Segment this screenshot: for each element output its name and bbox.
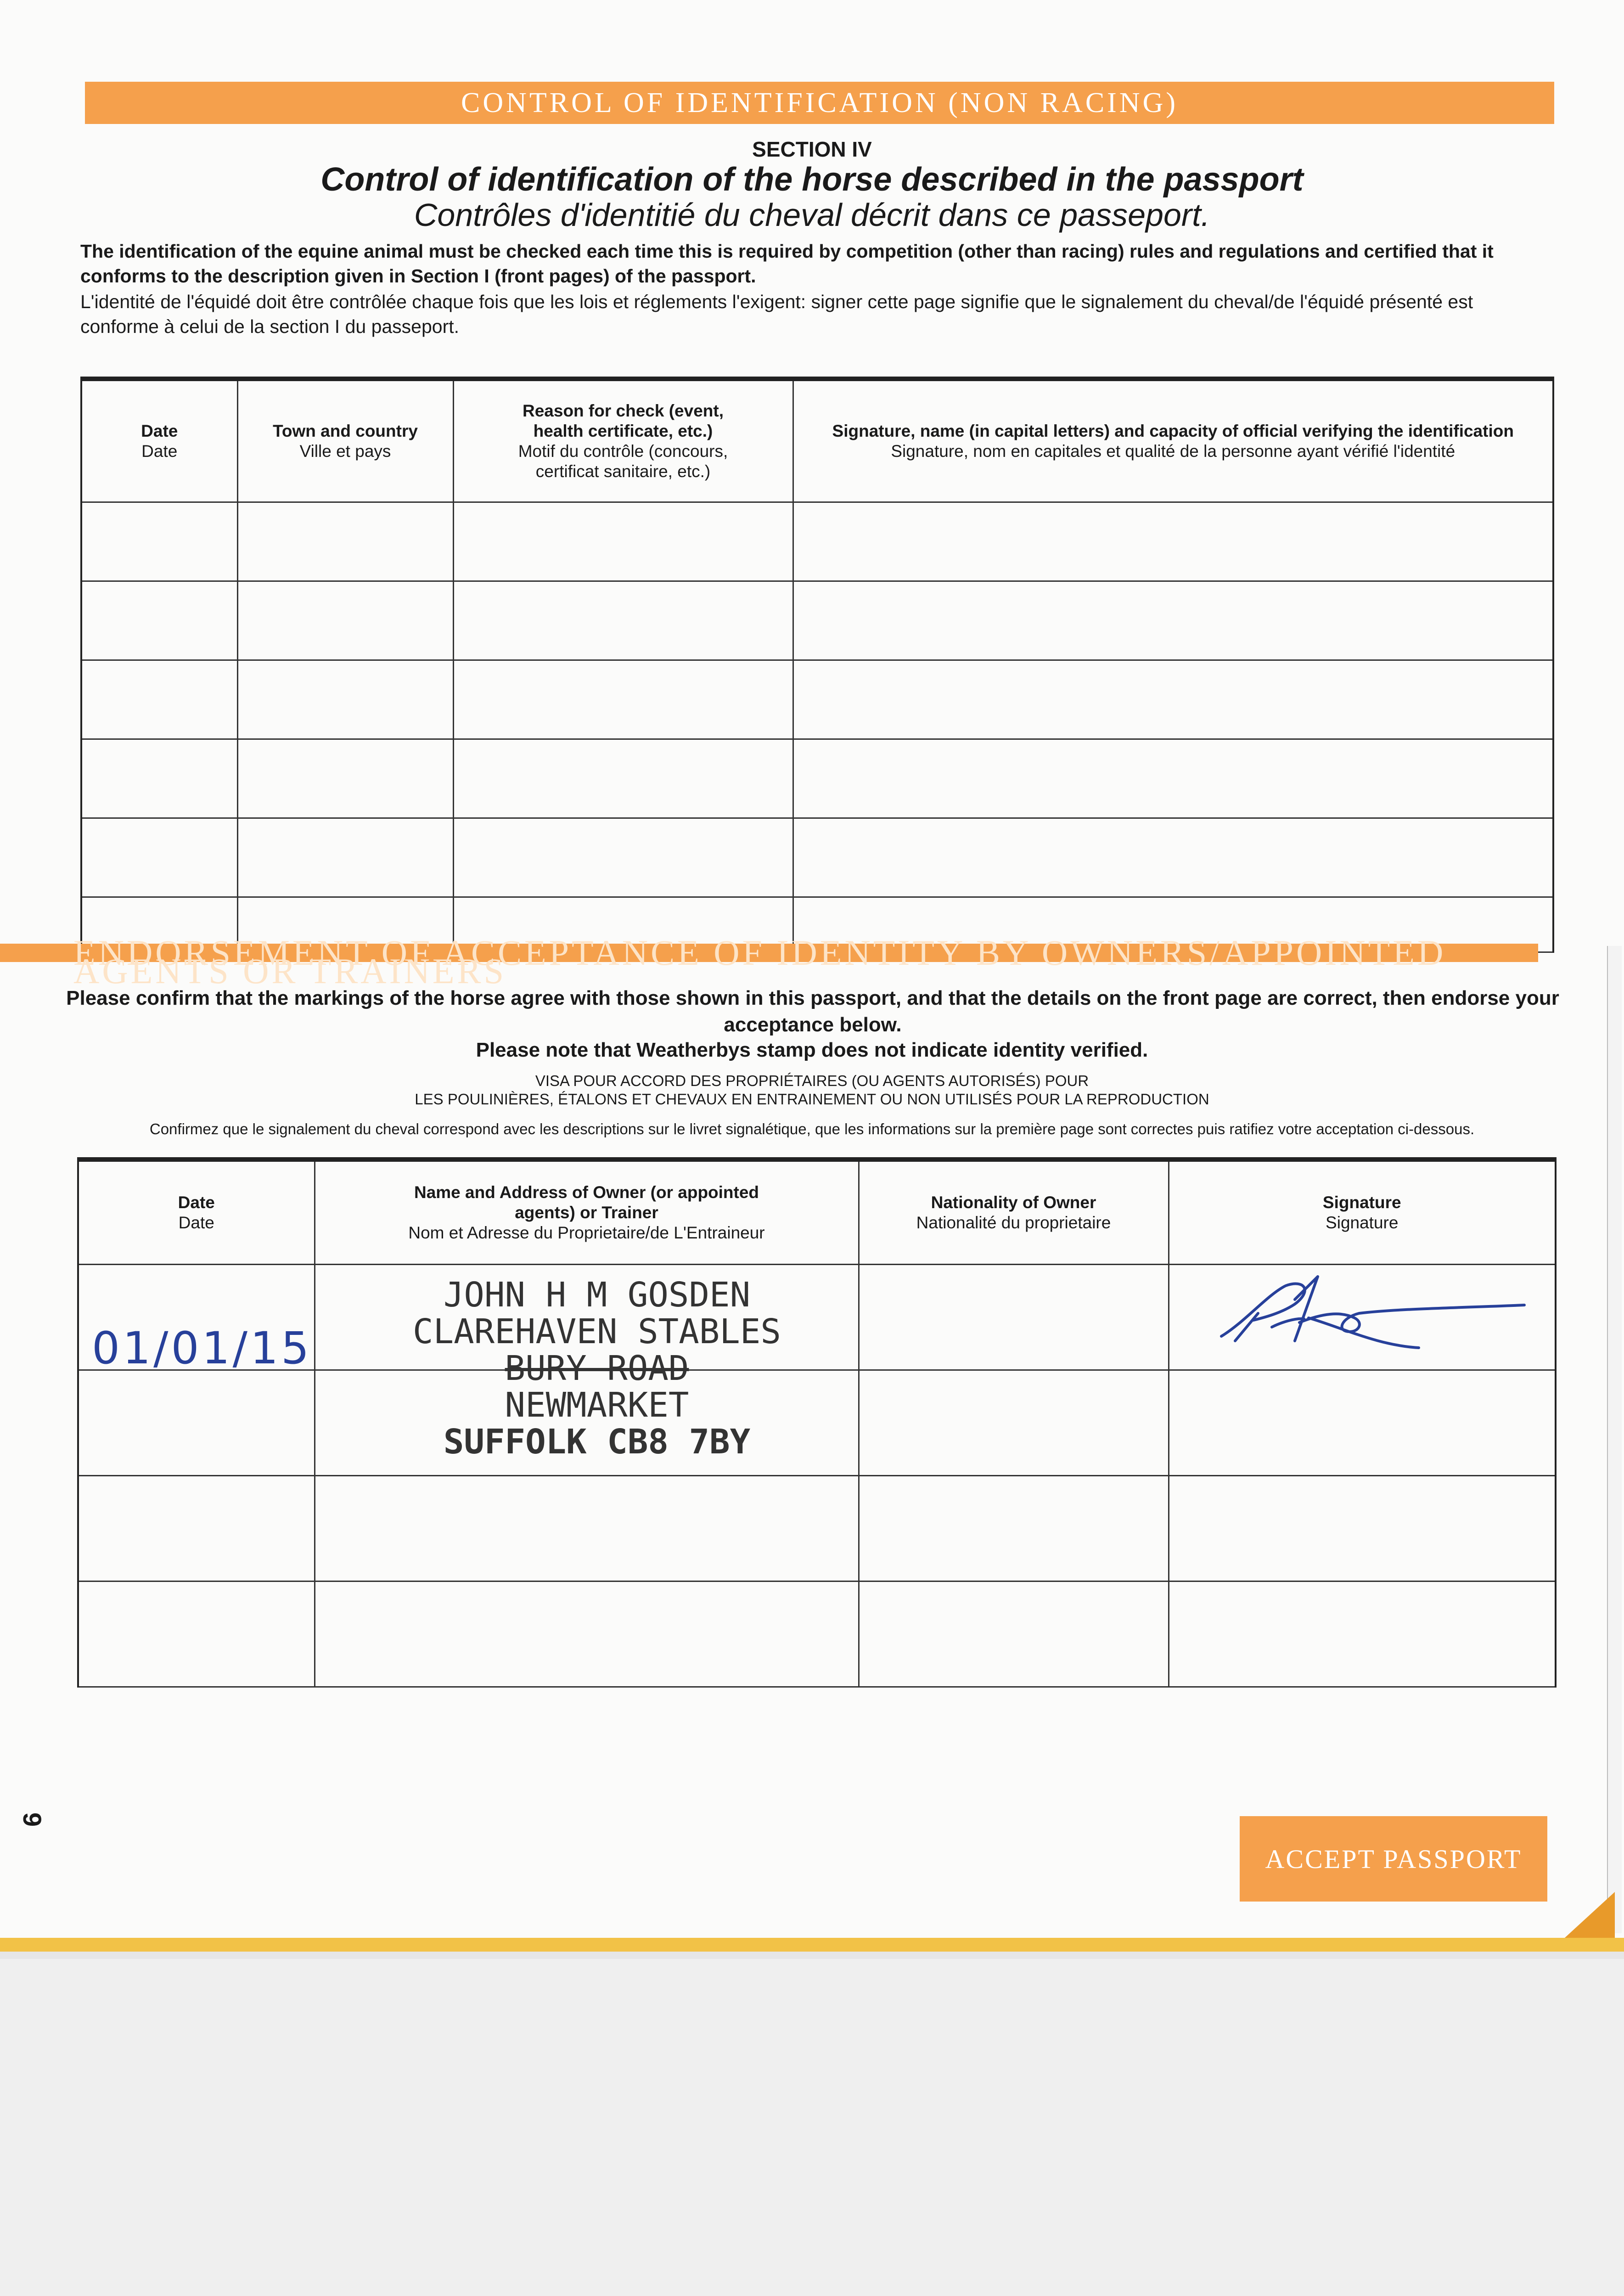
accept-passport-button[interactable]: ACCEPT PASSPORT bbox=[1240, 1816, 1547, 1902]
signature-cell[interactable] bbox=[1169, 1581, 1556, 1687]
table-row bbox=[81, 818, 1553, 897]
nationality-cell[interactable] bbox=[859, 1370, 1169, 1475]
owner-cell[interactable] bbox=[315, 1475, 859, 1581]
owner-cell[interactable] bbox=[315, 1581, 859, 1687]
signature-cell[interactable] bbox=[1169, 1370, 1556, 1475]
column-header-reason: Reason for check (event, health certificate, etc.) Motif du contrôle (concours, certificat sanitaire, etc.) bbox=[453, 379, 793, 502]
endorsement-instructions-french: Confirmez que le signalement du cheval correspond avec les descriptions sur le livret signalétique, que les informations sur la première page sont correctes puis ratifiez votre acceptation ci-dessous. bbox=[149, 1120, 1475, 1137]
stamp-notice: Please note that Weatherbys stamp does not indicate identity verified. bbox=[476, 1039, 1148, 1061]
signature-cell[interactable] bbox=[793, 739, 1553, 818]
date-cell[interactable] bbox=[81, 502, 237, 581]
handwritten-signature bbox=[1203, 1267, 1534, 1373]
date-cell[interactable] bbox=[81, 660, 237, 739]
stamp-line: SUFFOLK CB8 7BY bbox=[443, 1422, 751, 1462]
scan-background bbox=[0, 1959, 1624, 2296]
cover-shadow bbox=[0, 1952, 1624, 1959]
stamp-line: JOHN H M GOSDEN bbox=[443, 1275, 751, 1315]
table-header-row bbox=[78, 1159, 1556, 1264]
column-header-nationality: Nationality of Owner Nationalité du proprietaire bbox=[859, 1159, 1169, 1264]
stamp-line: NEWMARKET bbox=[505, 1385, 689, 1425]
signature-cell[interactable] bbox=[793, 581, 1553, 660]
stamp-line: CLAREHAVEN STABLES bbox=[413, 1312, 781, 1351]
signature-cell[interactable] bbox=[1169, 1475, 1556, 1581]
table-row bbox=[78, 1475, 1556, 1581]
table-header-row bbox=[81, 379, 1553, 502]
town-cell[interactable] bbox=[237, 818, 453, 897]
signature-cell[interactable] bbox=[793, 660, 1553, 739]
reason-cell[interactable] bbox=[453, 581, 793, 660]
column-header-signature: Signature Signature bbox=[1169, 1159, 1556, 1264]
page-title: Control of identification of the horse described in the passport bbox=[320, 161, 1304, 198]
nationality-cell[interactable] bbox=[859, 1264, 1169, 1370]
visa-line-2: LES POULINIÈRES, ÉTALONS ET CHEVAUX EN ENTRAINEMENT OU NON UTILISÉS POUR LA REPRODUCTION bbox=[415, 1091, 1209, 1108]
section-label: SECTION IV bbox=[752, 137, 872, 161]
town-cell[interactable] bbox=[237, 739, 453, 818]
table-row bbox=[81, 581, 1553, 660]
column-header-date: Date Date bbox=[81, 379, 237, 502]
town-cell[interactable] bbox=[237, 502, 453, 581]
table-row bbox=[81, 660, 1553, 739]
table-row bbox=[81, 739, 1553, 818]
reason-cell[interactable] bbox=[453, 739, 793, 818]
endorsement-instructions: Please confirm that the markings of the horse agree with those shown in this passport, and that the details on the front page are correct, then endorse your acceptance below. bbox=[66, 987, 1559, 1036]
date-cell[interactable] bbox=[81, 581, 237, 660]
table-row bbox=[81, 502, 1553, 581]
nationality-cell[interactable] bbox=[859, 1581, 1169, 1687]
folded-corner bbox=[1560, 1892, 1615, 1942]
stamp-line: BURY ROAD bbox=[505, 1349, 689, 1388]
section-banner: CONTROL OF IDENTIFICATION (NON RACING) bbox=[85, 82, 1554, 124]
signature-cell[interactable] bbox=[793, 818, 1553, 897]
date-cell[interactable] bbox=[81, 818, 237, 897]
column-header-date: Date Date bbox=[78, 1159, 315, 1264]
town-cell[interactable] bbox=[237, 660, 453, 739]
cover-edge bbox=[0, 1938, 1624, 1952]
date-cell[interactable] bbox=[81, 739, 237, 818]
date-cell[interactable] bbox=[78, 1581, 315, 1687]
signature-cell[interactable] bbox=[793, 502, 1553, 581]
instructions-english: The identification of the equine animal must be checked each time this is required by competition (other than racing) rules and regulations and certified that it conforms to the description given in Section I (front pages) of the passport. bbox=[80, 241, 1494, 287]
date-cell[interactable] bbox=[78, 1370, 315, 1475]
column-header-town: Town and country Ville et pays bbox=[237, 379, 453, 502]
visa-line-1: VISA POUR ACCORD DES PROPRIÉTAIRES (OU AGENTS AUTORISÉS) POUR bbox=[535, 1072, 1089, 1089]
date-cell[interactable] bbox=[78, 1475, 315, 1581]
page-title-french: Contrôles d'identitié du cheval décrit dans ce passeport. bbox=[414, 197, 1210, 233]
reason-cell[interactable] bbox=[453, 818, 793, 897]
reason-cell[interactable] bbox=[453, 660, 793, 739]
endorsement-banner: ENDORSEMENT OF ACCEPTANCE OF IDENTITY BY OWNERS/APPOINTED AGENTS OR TRAINERS bbox=[0, 944, 1538, 962]
instructions-french: L'identité de l'équidé doit être contrôlée chaque fois que les lois et réglements l'exigent: signer cette page signifie que le signalement du cheval/de l'équidé présenté est conforme à celui de la section I du passeport. bbox=[80, 291, 1473, 337]
column-header-signature: Signature, name (in capital letters) and capacity of official verifying the identification Signature, nom en capitales et qualité de la personne ayant vérifié l'identité bbox=[793, 379, 1553, 502]
nationality-cell[interactable] bbox=[859, 1475, 1169, 1581]
column-header-owner: Name and Address of Owner (or appointed agents) or Trainer Nom et Adresse du Proprietaire/de L'Entraineur bbox=[315, 1159, 859, 1264]
identification-check-table bbox=[80, 377, 1554, 953]
reason-cell[interactable] bbox=[453, 502, 793, 581]
table-row bbox=[78, 1581, 1556, 1687]
page-number: 9 bbox=[18, 1812, 47, 1827]
handwritten-date: 01/01/15 bbox=[92, 1322, 312, 1374]
town-cell[interactable] bbox=[237, 581, 453, 660]
